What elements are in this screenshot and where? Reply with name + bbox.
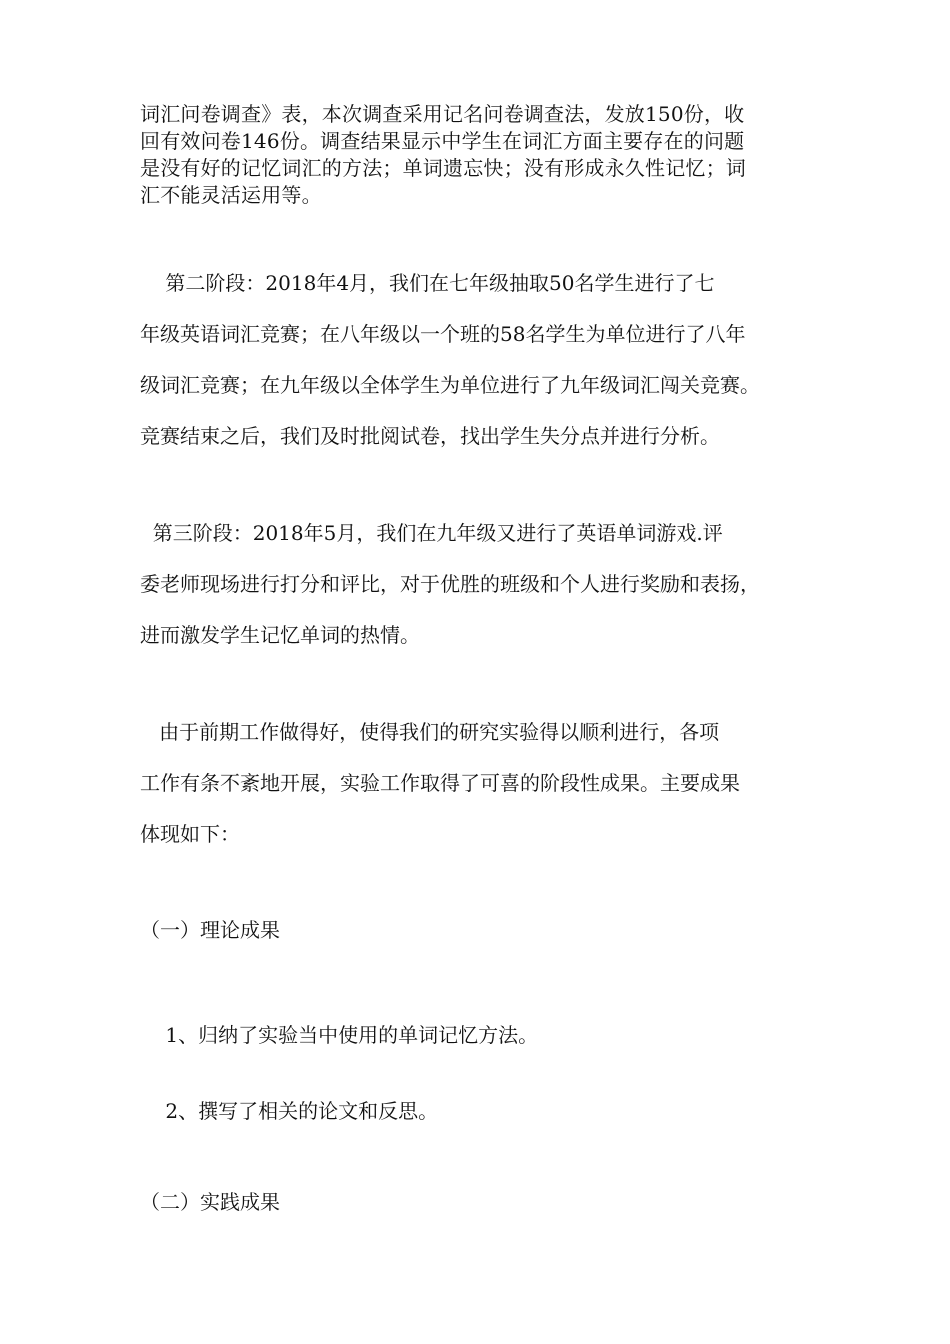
text-line: 级词汇竞赛；在九年级以全体学生为单位进行了九年级词汇闯关竞赛。: [140, 373, 760, 397]
text-line: 委老师现场进行打分和评比，对于优胜的班级和个人进行奖励和表扬，: [140, 572, 760, 596]
text-line: 回有效问卷146份。调查结果显示中学生在词汇方面主要存在的问题: [140, 129, 745, 153]
text-line: 进而激发学生记忆单词的热情。: [140, 623, 420, 647]
text-line: 汇不能灵活运用等。: [140, 183, 322, 207]
text-line: 词汇问卷调查》表，本次调查采用记名问卷调查法，发放150份，收: [140, 102, 745, 126]
text-line: 是没有好的记忆词汇的方法；单词遗忘快；没有形成永久性记忆；词: [140, 156, 746, 180]
text-line: 第三阶段：2018年5月，我们在九年级又进行了英语单词游戏.评: [140, 521, 723, 545]
text-line: 体现如下：: [140, 822, 240, 846]
section-heading-practice: （二）实践成果: [140, 1190, 280, 1214]
list-item: 2、撰写了相关的论文和反思。: [140, 1099, 439, 1123]
section-heading-theory: （一）理论成果: [140, 918, 280, 942]
text-line: 由于前期工作做得好，使得我们的研究实验得以顺利进行，各项: [140, 720, 720, 744]
text-line: 竞赛结束之后，我们及时批阅试卷，找出学生失分点并进行分析。: [140, 424, 720, 448]
text-line: 第二阶段：2018年4月，我们在七年级抽取50名学生进行了七: [140, 271, 715, 295]
list-item: 1、归纳了实验当中使用的单词记忆方法。: [140, 1023, 539, 1047]
text-line: 年级英语词汇竞赛；在八年级以一个班的58名学生为单位进行了八年: [140, 322, 746, 346]
text-line: 工作有条不紊地开展，实验工作取得了可喜的阶段性成果。主要成果: [140, 771, 740, 795]
